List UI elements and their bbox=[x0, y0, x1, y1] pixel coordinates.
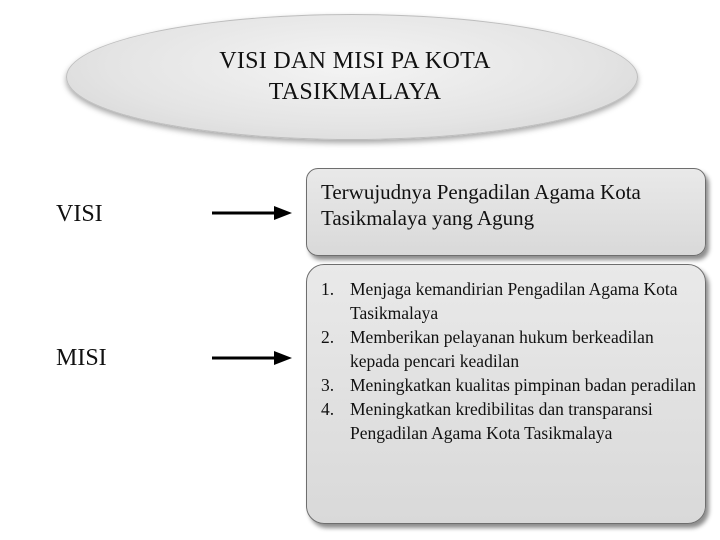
diagram-title bbox=[150, 46, 560, 108]
visi-box bbox=[306, 168, 706, 256]
misi-list bbox=[321, 277, 697, 445]
misi-item-number: 3. bbox=[321, 375, 335, 395]
misi-item-text: Meningkatkan kualitas pimpinan badan peradilan bbox=[350, 375, 697, 395]
misi-item bbox=[321, 373, 697, 397]
title-line-2: TASIKMALAYA bbox=[268, 79, 442, 105]
misi-item bbox=[321, 277, 697, 325]
misi-item-number: 4. bbox=[321, 399, 335, 419]
visi-text: Terwujudnya Pengadilan Agama Kota Tasikmalaya yang Agung bbox=[321, 180, 641, 230]
visi-arrow-icon bbox=[210, 201, 294, 225]
misi-item-number: 2. bbox=[321, 327, 335, 347]
title-line-1: VISI DAN MISI PA KOTA bbox=[219, 48, 491, 74]
visi-label: VISI bbox=[56, 201, 103, 227]
misi-arrow-icon bbox=[210, 346, 294, 370]
misi-item-number: 1. bbox=[321, 279, 335, 299]
misi-item-text: Meningkatkan kredibilitas dan transparansi Pengadilan Agama Kota Tasikmalaya bbox=[350, 399, 653, 443]
misi-item-text: Memberikan pelayanan hukum berkeadilan kepada pencari keadilan bbox=[350, 327, 654, 371]
misi-label: MISI bbox=[56, 345, 107, 371]
misi-item-text: Menjaga kemandirian Pengadilan Agama Kota Tasikmalaya bbox=[350, 279, 678, 323]
misi-item bbox=[321, 397, 697, 445]
misi-box bbox=[306, 264, 706, 524]
misi-item bbox=[321, 325, 697, 373]
